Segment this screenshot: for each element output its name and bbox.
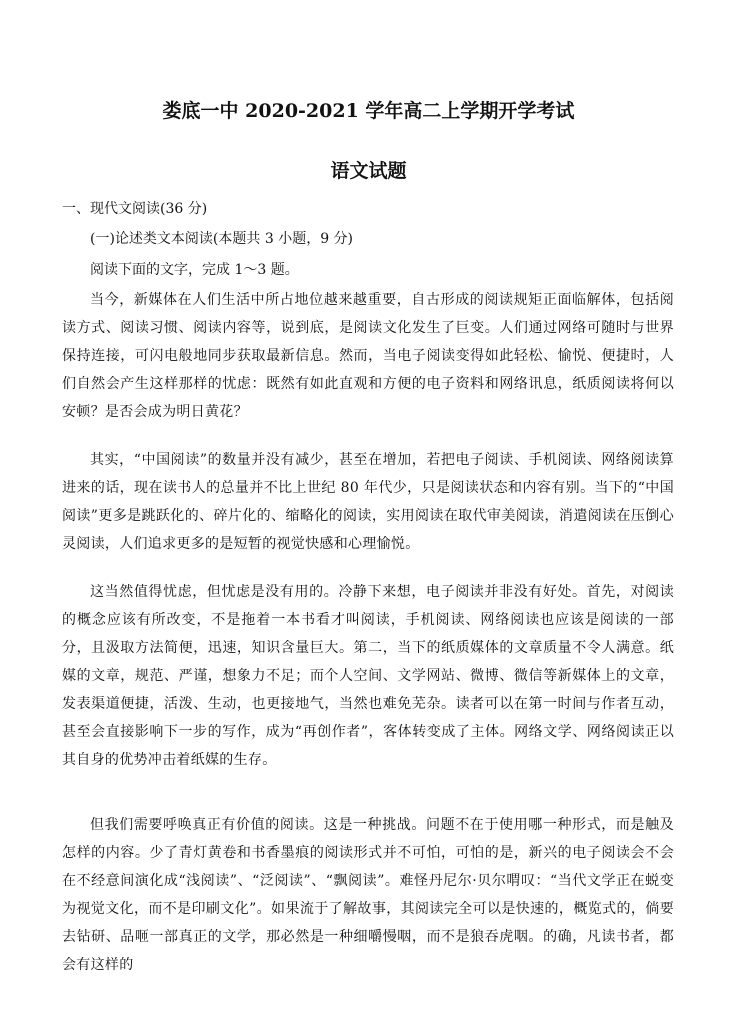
section-heading: 一、现代文阅读(36 分) xyxy=(62,201,208,217)
exam-subtitle: 语文试题 xyxy=(330,160,407,182)
exam-title: 娄底一中 2020-2021 学年高二上学期开学考试 xyxy=(162,100,575,122)
paragraph-1: 当今，新媒体在人们生活中所占地位越来越重要，自古形成的阅读规矩正面临解体，包括阅读方式、阅读习惯、阅读内容等，说到底，是阅读文化发生了巨变。人们通过网络可随时与世界保持连接，可闪电般地同步获取最新信息。然而，当电子阅读变得如此轻松、愉悦、便捷时，人们自然会产生这样那样的忧虑：既然有如此直观和方便的电子资料和网络讯息，纸质阅读将何以安顿？是否会成为明日黄花？ xyxy=(62,292,674,420)
paragraph-2: 其实，“中国阅读”的数量并没有减少，甚至在增加，若把电子阅读、手机阅读、网络阅读算进来的话，现在读书人的总量并不比上世纪 80 年代少，只是阅读状态和内容有别。当下的“中国阅读”更多是跳跃化的、碎片化的、缩略化的阅读，实用阅读在取代审美阅读，消遣阅读在压倒心灵阅读，人们追求更多的是短暂的视觉快感和心理愉悦。 xyxy=(62,452,674,552)
paragraph-3: 这当然值得忧虑，但忧虑是没有用的。冷静下来想，电子阅读并非没有好处。首先，对阅读的概念应该有所改变，不是拖着一本书看才叫阅读，手机阅读、网络阅读也应该是阅读的一部分，且汲取方法简便，迅速，知识含量巨大。第二，当下的纸质媒体的文章质量不令人满意。纸媒的文章，规范、严谨，想象力不足；而个人空间、文学网站、微博、微信等新媒体上的文章，发表渠道便捷，活泼、生动，也更接地气，当然也难免芜杂。读者可以在第一时间与作者互动，甚至会直接影响下一步的写作，成为“再创作者”，客体转变成了主体。网络文学、网络阅读正以其自身的优势冲击着纸媒的生存。 xyxy=(62,584,674,768)
paragraph-4: 但我们需要呼唤真正有价值的阅读。这是一种挑战。问题不在于使用哪一种形式，而是触及怎样的内容。少了青灯黄卷和书香墨痕的阅读形式并不可怕，可怕的是，新兴的电子阅读会不会在不经意间演化成“浅阅读”、“泛阅读”、“飘阅读”。难怪丹尼尔·贝尔喟叹：“当代文学正在蜕变为视觉文化，而不是印刷文化”。如果流于了解故事，其阅读完全可以是快速的，概览式的，倘要去钻研、品咂一部真正的文学，那必然是一种细嚼慢咽，而不是狼吞虎咽。的确，凡读书者，都会有这样的 xyxy=(62,817,674,973)
reading-instruction: 阅读下面的文字，完成 1～3 题。 xyxy=(90,262,299,278)
subsection-heading: (一)论述类文本阅读(本题共 3 小题，9 分) xyxy=(90,231,354,247)
